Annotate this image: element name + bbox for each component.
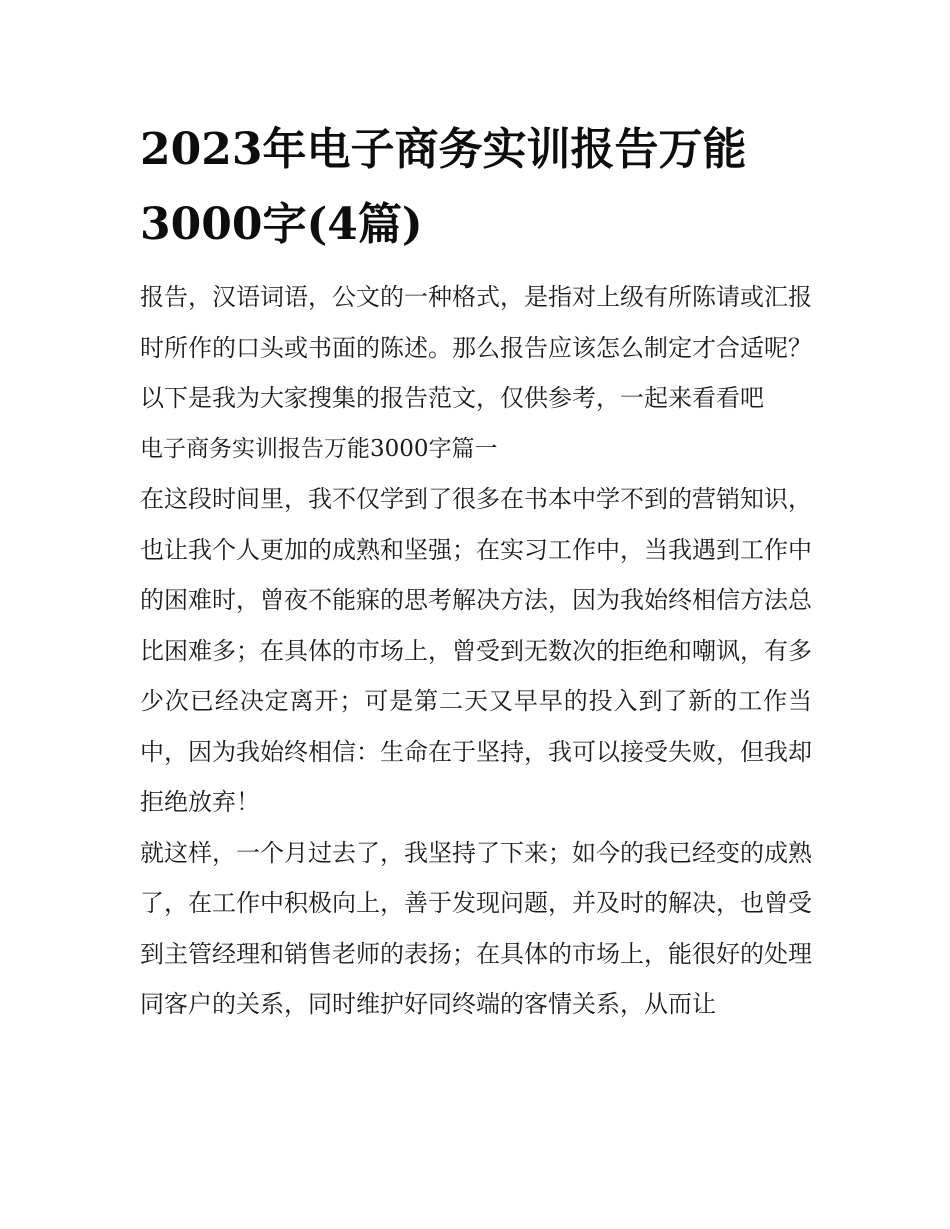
intro-paragraph: 报告，汉语词语，公文的一种格式，是指对上级有所陈请或汇报时所作的口头或书面的陈述。那么报告应该怎么制定才合适呢？以下是我为大家搜集的报告范文，仅供参考，一起来看看吧 (140, 283, 812, 412)
body-paragraph-1: 在这段时间里，我不仅学到了很多在书本中学不到的营销知识，也让我个人更加的成熟和坚强；在实习工作中，当我遇到工作中的困难时，曾夜不能寐的思考解决方法，因为我始终相信方法总比困难多；在具体的市场上，曾受到无数次的拒绝和嘲讽，有多少次已经决定离开；可是第二天又早早的投入到了新的工作当中，因为我始终相信：生命在于坚持，我可以接受失败，但我却拒绝放弃！ (140, 485, 812, 816)
body-paragraph-2: 就这样，一个月过去了，我坚持了下来；如今的我已经变的成熟了，在工作中积极向上，善于发现问题，并及时的解决，也曾受到主管经理和销售老师的表扬；在具体的市场上，能很好的处理同客户的关系，同时维护好同终端的客情关系，从而让 (140, 838, 812, 1018)
document-body (140, 112, 812, 1030)
document-title: 2023年电子商务实训报告万能3000字(4篇) (140, 124, 747, 250)
section-heading: 电子商务实训报告万能3000字篇一 (140, 435, 498, 462)
